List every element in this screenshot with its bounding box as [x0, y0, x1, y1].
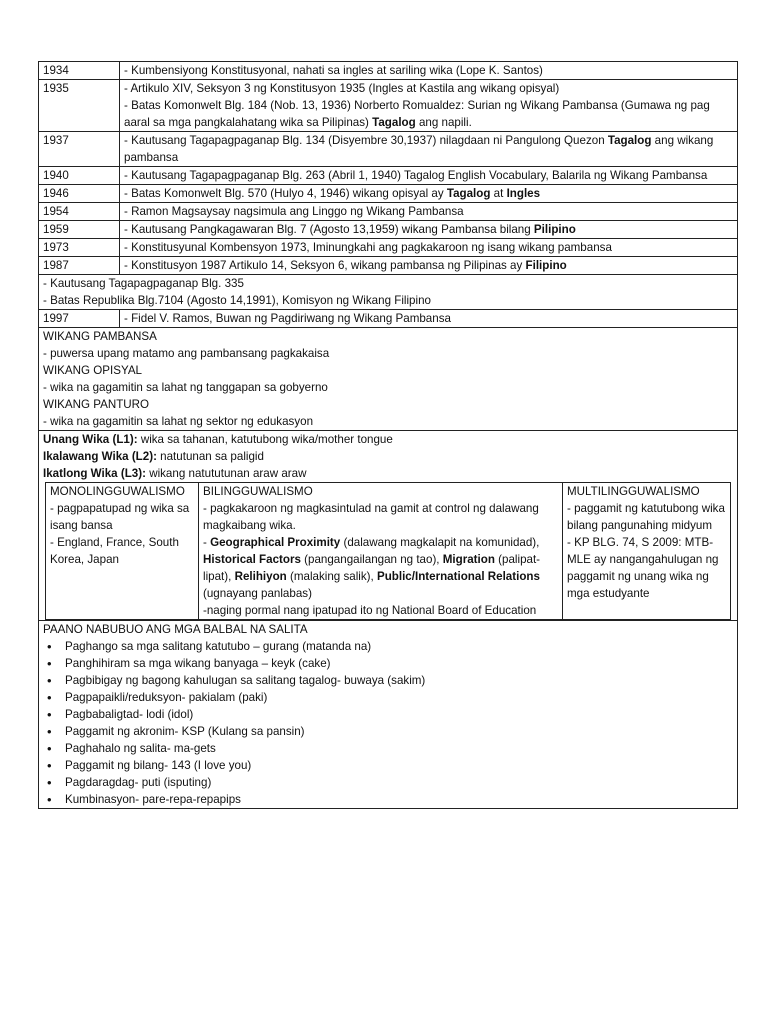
language-level-bold: Ikalawang Wika (L2):	[43, 450, 157, 463]
bilingualism-factor-run: (dalawang magkalapit na komunidad),	[340, 536, 540, 549]
language-level-run: wika sa tahanan, katutubong wika/mother tongue	[137, 433, 393, 446]
timeline-run: - Kautusang Tagapagpaganap Blg. 263 (Abril 1, 1940) Tagalog English Vocabulary, Balarila ng Wikang Pambansa	[124, 169, 708, 182]
slang-item: • Pagdaragdag- puti (isputing)	[65, 774, 733, 791]
timeline-year: 1987	[39, 257, 120, 274]
bilingualism-factor-run: -	[203, 536, 211, 549]
timeline-run: - Konstitusyon 1987 Artikulo 14, Seksyon 6, wikang pambansa ng Pilipinas ay	[124, 259, 526, 272]
timeline-bold: Filipino	[525, 259, 567, 272]
timeline-run: - Batas Komonwelt Blg. 184 (Nob. 13, 1936) Norberto Romualdez: Surian ng Wikang Pambansa (Gumawa ng pag aaral sa mga pangkalahatang wika sa Pilipinas)	[124, 99, 710, 129]
timeline-line	[124, 97, 733, 131]
monolingualism-cell	[46, 483, 199, 619]
timeline-bold: Tagalog	[446, 187, 491, 200]
timeline-line	[124, 132, 733, 166]
law-rows	[39, 275, 737, 310]
monolingualism-line: - England, France, South Korea, Japan	[50, 536, 179, 566]
timeline-text: - Fidel V. Ramos, Buwan ng Pagdiriwang ng Wikang Pambansa	[124, 312, 451, 325]
timeline-row	[39, 167, 737, 185]
bilingualism-factor-bold: Public/International Relations	[376, 570, 540, 583]
definition-heading: WIKANG PAMBANSA	[43, 330, 157, 343]
language-level	[43, 431, 733, 448]
timeline-row	[39, 80, 737, 132]
slang-item: • Paggamit ng akronim- KSP (Kulang sa pansin)	[65, 723, 733, 740]
timeline-row	[39, 239, 737, 257]
law-row: - Kautusang Tagapagpaganap Blg. 335	[43, 277, 244, 290]
slang-item: • Pagbibigay ng bagong kahulugan sa salitang tagalog- buwaya (sakim)	[65, 672, 733, 689]
timeline-year: 1959	[39, 221, 120, 238]
timeline-text	[120, 167, 737, 184]
timeline-line	[124, 221, 733, 238]
definition-text: - wika na gagamitin sa lahat ng sektor ng edukasyon	[43, 415, 314, 428]
bilingualism-cell	[199, 483, 563, 619]
timeline-line	[124, 203, 733, 220]
timeline-row	[39, 203, 737, 221]
bilingualism-factor-run: (pangangailangan ng tao),	[300, 553, 443, 566]
timeline-text	[120, 132, 737, 166]
law-row-block	[39, 275, 737, 310]
timeline-text	[120, 203, 737, 220]
timeline-text	[120, 80, 737, 131]
slang-item: • Kumbinasyon- pare-repa-repapips	[65, 791, 733, 808]
timeline-row	[39, 132, 737, 167]
timeline-year: 1973	[39, 239, 120, 256]
slang-section	[39, 621, 737, 809]
slang-item: • Pagbabaligtad- lodi (idol)	[65, 706, 733, 723]
timeline-year: 1934	[39, 62, 120, 79]
language-level-run: natutunan sa paligid	[156, 450, 264, 463]
timeline-text	[120, 257, 737, 274]
language-section	[39, 431, 737, 621]
timeline-line	[124, 185, 733, 202]
timeline-text	[120, 239, 737, 256]
timeline-run: - Artikulo XIV, Seksyon 3 ng Konstitusyon 1935 (Ingles at Kastila ang wikang opisyal)	[124, 82, 560, 95]
bilingualism-line: - pagkakaroon ng magkasintulad na gamit at control ng dalawang magkaibang wika.	[203, 502, 539, 532]
timeline-bold: Pilipino	[533, 223, 576, 236]
language-level-run: wikang natututunan araw araw	[145, 467, 307, 480]
timeline-year: 1935	[39, 80, 120, 131]
multilingualism-line: - KP BLG. 74, S 2009: MTB-MLE ay nangangahulugan ng paggamit ng unang wika ng mga estudyante	[567, 536, 719, 600]
bilingualism-factor-bold: Migration	[442, 553, 495, 566]
timeline-year: 1937	[39, 132, 120, 166]
timeline-text	[120, 185, 737, 202]
definitions-block	[39, 328, 737, 431]
timeline-year: 1940	[39, 167, 120, 184]
bilingualism-factor-run: (ugnayang panlabas)	[203, 587, 312, 600]
timeline-table	[39, 62, 737, 275]
definition-heading: WIKANG OPISYAL	[43, 364, 142, 377]
definition-text: - puwersa upang matamo ang pambansang pagkakaisa	[43, 347, 330, 360]
timeline-year: 1997	[39, 310, 120, 327]
timeline-run: ang napili.	[415, 116, 472, 129]
monolingualism-line: - pagpapatupad ng wika sa isang bansa	[50, 502, 190, 532]
notes-sheet	[38, 61, 738, 809]
timeline-row	[39, 221, 737, 239]
definition-text: - wika na gagamitin sa lahat ng tanggapan sa gobyerno	[43, 381, 328, 394]
bilingualism-line: -naging pormal nang ipatupad ito ng National Board of Education	[203, 604, 537, 617]
timeline-row	[39, 257, 737, 275]
slang-title: PAANO NABUBUO ANG MGA BALBAL NA SALITA	[43, 623, 308, 636]
timeline-line	[124, 62, 733, 79]
slang-item: • Pagpapaikli/reduksyon- pakialam (paki)	[65, 689, 733, 706]
language-level-bold: Ikatlong Wika (L3):	[43, 467, 146, 480]
timeline-year: 1946	[39, 185, 120, 202]
timeline-row	[39, 310, 737, 328]
definition-heading: WIKANG PANTURO	[43, 398, 150, 411]
timeline-year: 1954	[39, 203, 120, 220]
timeline-bold: Ingles	[506, 187, 541, 200]
timeline-run: - Kautusang Pangkagawaran Blg. 7 (Agosto 13,1959) wikang Pambansa bilang	[124, 223, 534, 236]
bilingualism-factor-bold: Relihiyon	[234, 570, 287, 583]
language-levels	[39, 431, 737, 482]
timeline-bold: Tagalog	[607, 134, 652, 147]
timeline-run: at	[490, 187, 507, 200]
slang-item: • Panghihiram sa mga wikang banyaga – keyk (cake)	[65, 655, 733, 672]
bilingualism-factor-run: (palipat-lipat),	[203, 553, 541, 583]
monolingualism-title: MONOLINGGUWALISMO	[50, 485, 185, 498]
timeline-run: - Batas Komonwelt Blg. 570 (Hulyo 4, 1946) wikang opisyal ay	[124, 187, 447, 200]
timeline-text	[120, 221, 737, 238]
slang-item: • Paghango sa mga salitang katutubo – gurang (matanda na)	[65, 638, 733, 655]
timeline-text	[120, 62, 737, 79]
timeline-row	[39, 62, 737, 80]
language-level-bold: Unang Wika (L1):	[43, 433, 138, 446]
bilingualism-title: BILINGGUWALISMO	[203, 485, 313, 498]
slang-item: • Paggamit ng bilang- 143 (I love you)	[65, 757, 733, 774]
slang-list	[43, 638, 733, 808]
bilingualism-factor-run: (malaking salik),	[286, 570, 377, 583]
timeline-run: ang wikang pambansa	[124, 134, 714, 164]
bilingualism-factors	[203, 534, 558, 602]
timeline-line	[124, 257, 733, 274]
language-level	[43, 448, 733, 465]
timeline-line	[124, 167, 733, 184]
lingualism-table	[45, 482, 731, 620]
timeline-line	[124, 239, 733, 256]
slang-item: • Paghahalo ng salita- ma-gets	[65, 740, 733, 757]
law-row: - Batas Republika Blg.7104 (Agosto 14,1991), Komisyon ng Wikang Filipino	[43, 294, 431, 307]
timeline-bold: Tagalog	[372, 116, 416, 129]
bilingualism-factor-bold: Historical Factors	[203, 553, 301, 566]
multilingualism-title: MULTILINGGUWALISMO	[567, 485, 700, 498]
timeline-run: - Kumbensiyong Konstitusyonal, nahati sa ingles at sariling wika (Lope K. Santos)	[124, 64, 543, 77]
bilingualism-factor-bold: Geographical Proximity	[210, 536, 341, 549]
timeline-run: - Ramon Magsaysay nagsimula ang Linggo ng Wikang Pambansa	[124, 205, 464, 218]
timeline-run: - Kautusang Tagapagpaganap Blg. 134 (Disyembre 30,1937) nilagdaan ni Pangulong Quezon	[124, 134, 608, 147]
timeline-run: - Konstitusyunal Kombensyon 1973, Iminungkahi ang pagkakaroon ng isang wikang pambansa	[124, 241, 612, 254]
multilingualism-cell	[563, 483, 730, 619]
multilingualism-line: - paggamit ng katutubong wika bilang pangunahing midyum	[567, 502, 725, 532]
timeline-line	[124, 80, 733, 97]
language-level	[43, 465, 733, 482]
timeline-row	[39, 185, 737, 203]
